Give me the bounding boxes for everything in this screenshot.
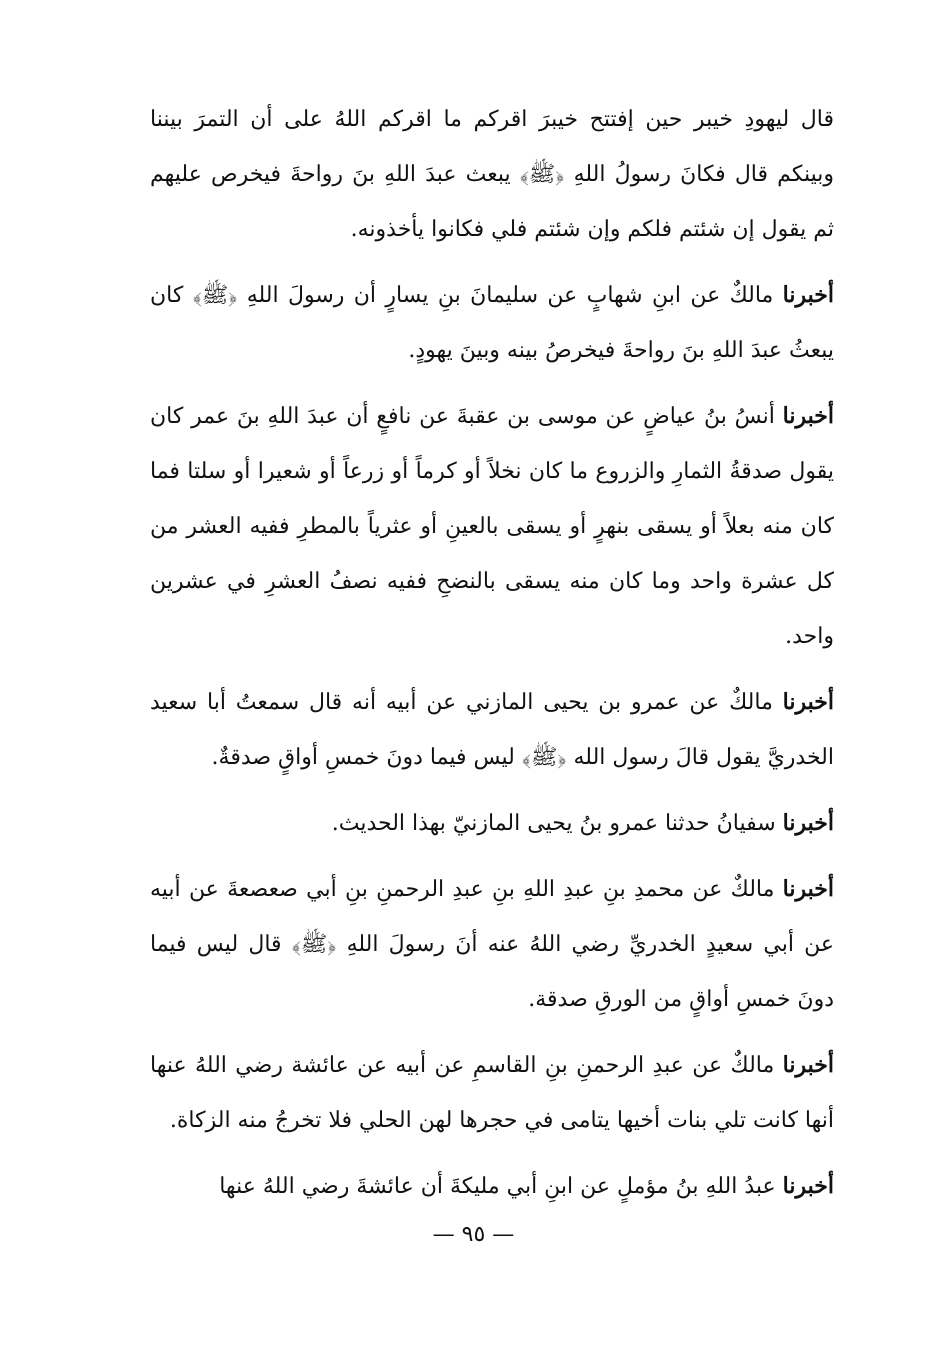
paragraph-text: مالكٌ عن عمرو بن يحيى المازني عن أبيه أنه قال سمعتُ أبا سعيد الخدريَّ يقول قالَ رسول الله ﴿ﷺ﴾ ليس فيما دونَ خمسِ أواقٍ صدقةٌ.: [150, 690, 834, 770]
paragraph-lead: أخبرنا: [782, 689, 834, 715]
paragraph-lead: أخبرنا: [782, 1052, 834, 1078]
paragraph-text: قال ليهودِ خيبر حين إفتتح خيبرَ اقركم ما اقركم اللهُ على أن التمرَ بيننا وبينكم قال فكانَ رسولُ اللهِ ﴿ﷺ﴾ يبعث عبدَ اللهِ بنَ رواحةَ فيخرص عليهم ثم يقول إن شئتم فلكم وإن شئتم فلي فكانوا يأخذونه.: [150, 107, 834, 242]
paragraph-lead: أخبرنا: [782, 403, 834, 429]
paragraph-4: [150, 675, 834, 785]
paragraph-2: [150, 268, 834, 378]
paragraph-3: [150, 389, 834, 664]
paragraph-text: عبدُ اللهِ بنُ مؤملٍ عن ابنِ أبي مليكةَ أن عائشةَ رضي اللهُ عنها: [219, 1174, 783, 1199]
paragraph-text: سفيانُ حدثنا عمرو بنُ يحيى المازنيّ بهذا الحديث.: [331, 811, 783, 836]
paragraph-lead: أخبرنا: [782, 282, 834, 308]
paragraph-text: أنسُ بنُ عياضٍ عن موسى بن عقبةَ عن نافعٍ أن عبدَ اللهِ بنَ عمر كان يقول صدقةُ الثمارِ والزروع ما كان نخلاً أو كرماً أو زرعاً أو شعيرا أو سلتا فما كان منه بعلاً أو يسقى بنهرٍ أو يسقى بالعينِ أو عثرياً بالمطرِ ففيه العشر من كل عشرة واحد وما كان منه يسقى بالنضحِ ففيه نصفُ العشرِ في عشرين واحد.: [150, 404, 834, 649]
paragraph-8: [150, 1159, 834, 1214]
paragraph-1: [150, 92, 834, 257]
body-text: [150, 92, 834, 1214]
paragraph-text: مالكٌ عن محمدِ بنِ عبدِ اللهِ بنِ عبدِ الرحمنِ بنِ أبي صعصعةَ عن أبيه عن أبي سعيدٍ الخدريِّ رضي اللهُ عنه أنَ رسولَ اللهِ ﴿ﷺ﴾ قال ليس فيما دونَ خمسِ أواقٍ من الورقِ صدقة.: [150, 877, 834, 1012]
paragraph-text: مالكٌ عن عبدِ الرحمنِ بنِ القاسمِ عن أبيه عن عائشة رضي اللهُ عنها أنها كانت تلي بنات أخيها يتامى في حجرها لهن الحلي فلا تخرجُ منه الزكاة.: [150, 1053, 834, 1133]
paragraph-5: [150, 796, 834, 851]
paragraph-lead: أخبرنا: [782, 810, 834, 836]
paragraph-7: [150, 1038, 834, 1148]
paragraph-lead: أخبرنا: [782, 876, 834, 902]
paragraph-6: [150, 862, 834, 1027]
page-number: — ٩٥ —: [432, 1222, 515, 1247]
paragraph-text: مالكٌ عن ابنِ شهابٍ عن سليمانَ بنِ يسارٍ أن رسولَ اللهِ ﴿ﷺ﴾ كان يبعثُ عبدَ اللهِ بنَ رواحةَ فيخرصُ بينه وبينَ يهودٍ.: [150, 283, 834, 363]
paragraph-lead: أخبرنا: [782, 1173, 834, 1199]
